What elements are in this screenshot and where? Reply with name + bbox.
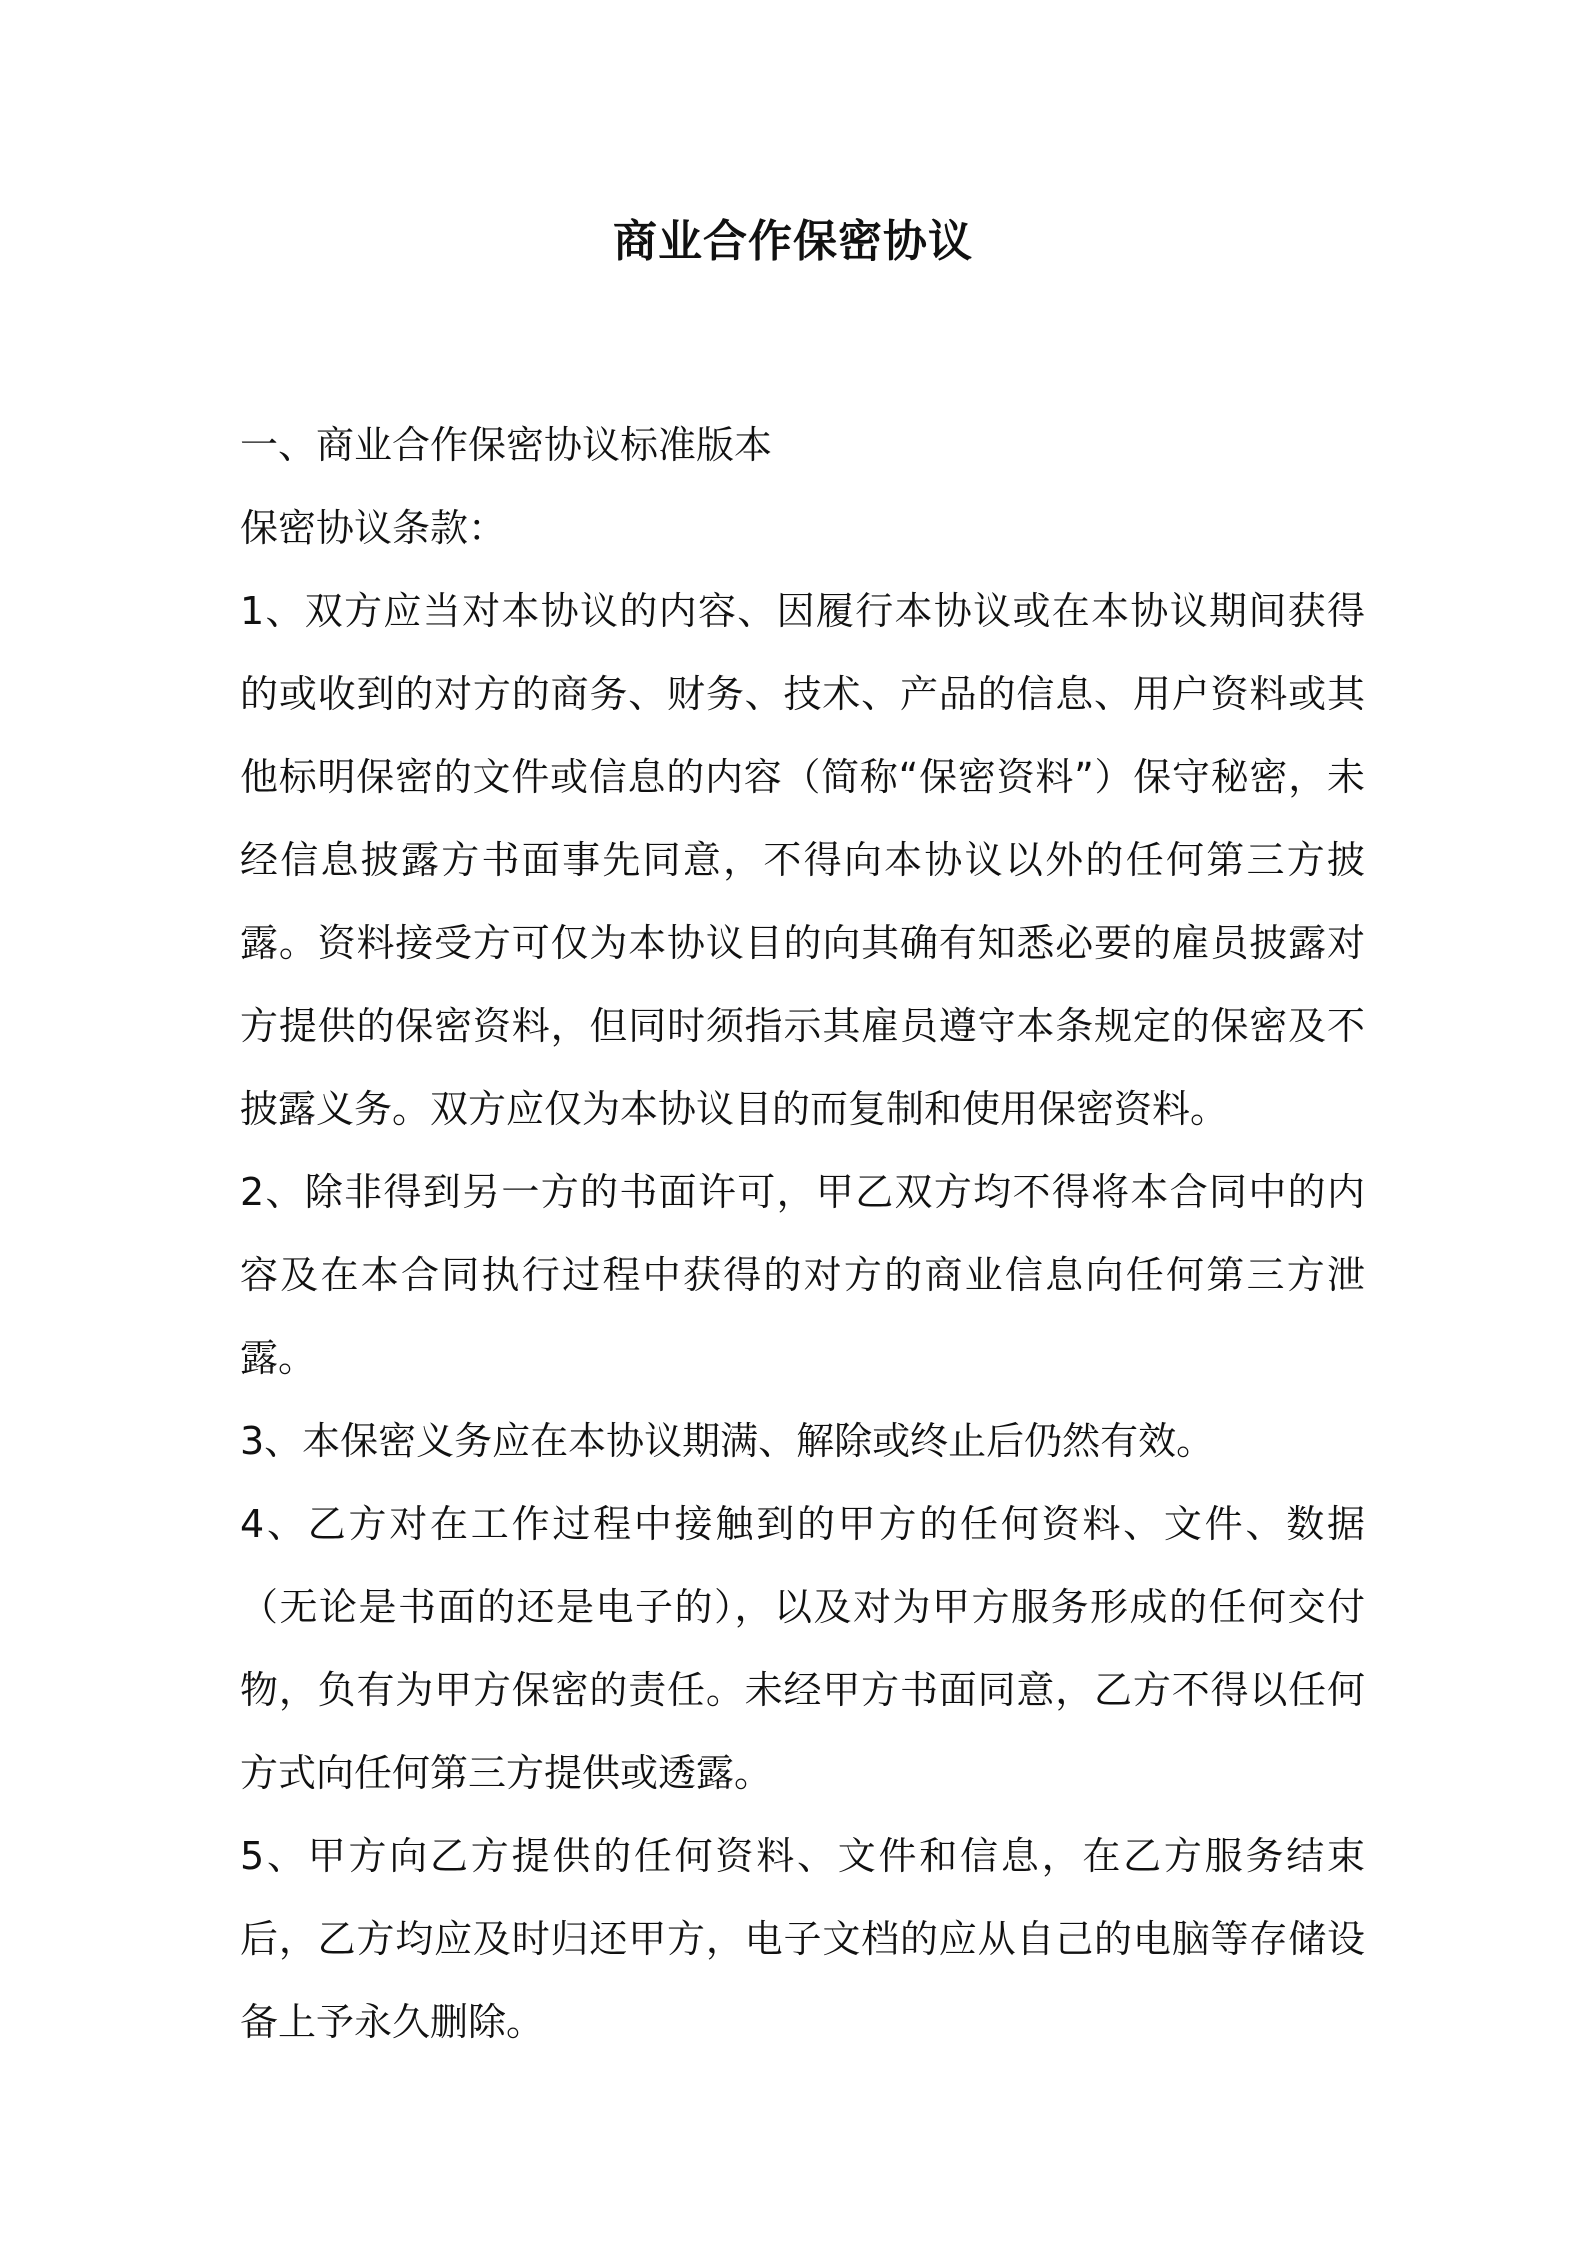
clause-3: 3、本保密义务应在本协议期满、解除或终止后仍然有效。 — [240, 1419, 1215, 1463]
document-body — [240, 404, 1365, 2064]
document-title: 商业合作保密协议 — [613, 216, 973, 267]
clause-4: 4、乙方对在工作过程中接触到的甲方的任何资料、文件、数据（无论是书面的还是电子的），以及对为甲方服务形成的任何交付物，负有为甲方保密的责任。未经甲方书面同意，乙方不得以任何方式向任何第三方提供或透露。 — [240, 1502, 1365, 1795]
clause-2: 2、除非得到另一方的书面许可，甲乙双方均不得将本合同中的内容及在本合同执行过程中获得的对方的商业信息向任何第三方泄露。 — [240, 1170, 1365, 1380]
clause-5: 5、甲方向乙方提供的任何资料、文件和信息，在乙方服务结束后，乙方均应及时归还甲方，电子文档的应从自己的电脑等存储设备上予永久删除。 — [240, 1834, 1365, 2044]
section-heading: 一、商业合作保密协议标准版本 — [240, 423, 773, 467]
clause-1: 1、双方应当对本协议的内容、因履行本协议或在本协议期间获得的或收到的对方的商务、财务、技术、产品的信息、用户资料或其他标明保密的文件或信息的内容（简称“保密资料”）保守秘密，未经信息披露方书面事先同意，不得向本协议以外的任何第三方披露。资料接受方可仅为本协议目的向其确有知悉必要的雇员披露对方提供的保密资料，但同时须指示其雇员遵守本条规定的保密及不披露义务。双方应仅为本协议目的而复制和使用保密资料。 — [240, 589, 1365, 1131]
clauses-label: 保密协议条款： — [240, 506, 507, 550]
